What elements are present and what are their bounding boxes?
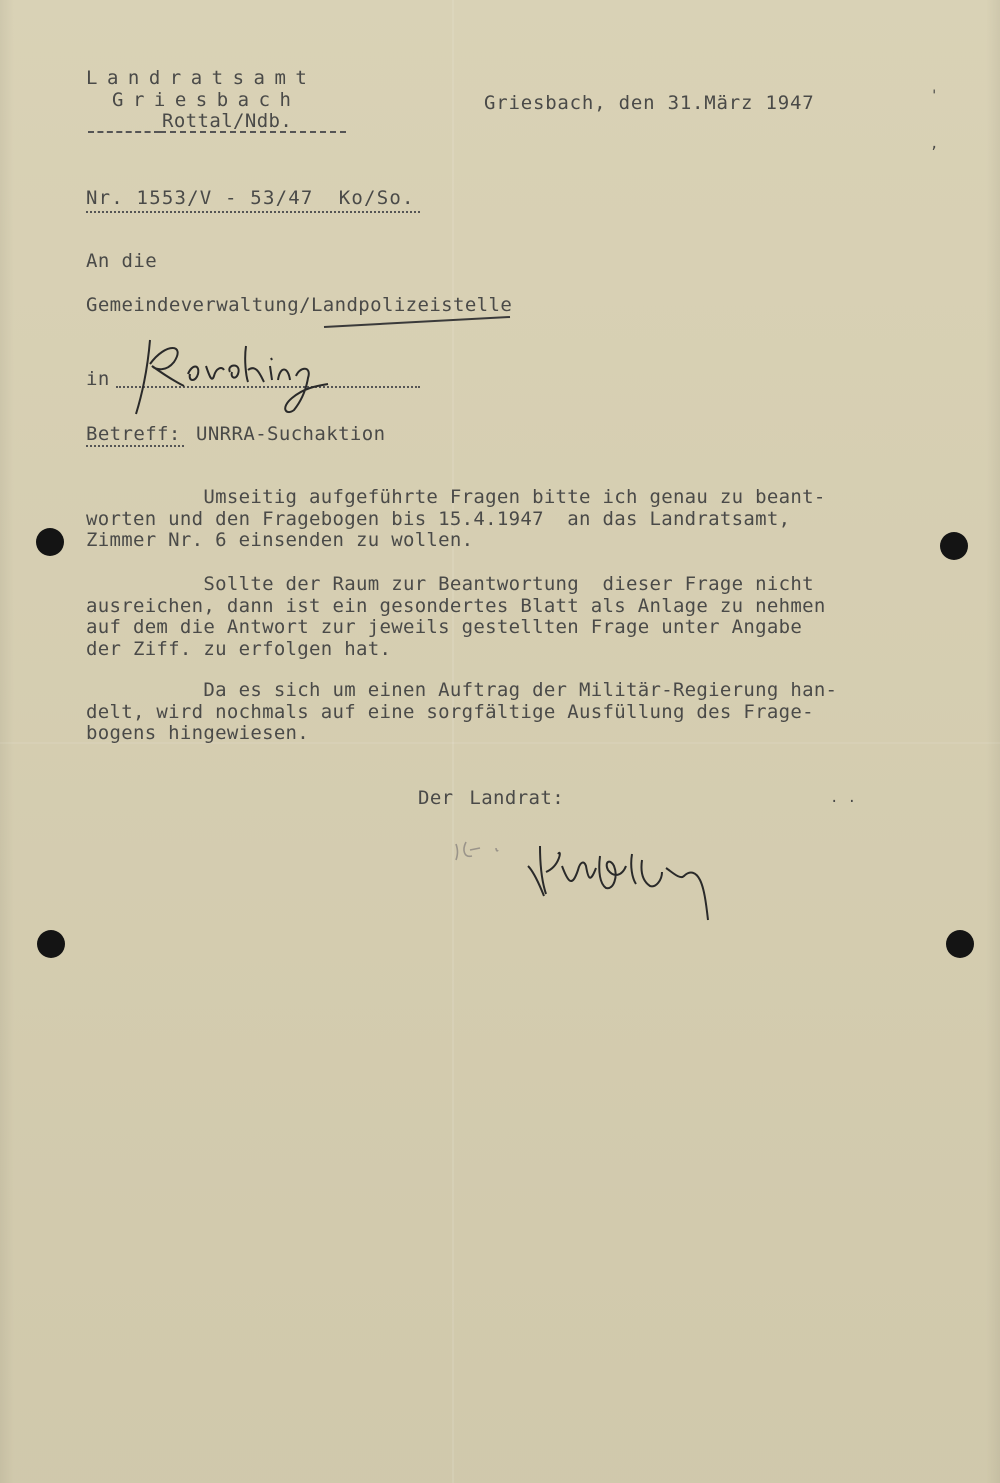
stray-mark: . . bbox=[830, 790, 857, 806]
letterhead-underline bbox=[160, 131, 346, 133]
signature bbox=[450, 826, 720, 926]
subject-text: UNRRA-Suchaktion bbox=[196, 423, 386, 445]
recipient-underline-stroke bbox=[322, 314, 512, 334]
punch-hole bbox=[36, 528, 64, 556]
recipient-office: Gemeindeverwaltung/Landpolizeistelle bbox=[86, 294, 513, 316]
in-label: in bbox=[86, 368, 110, 390]
body-paragraph-3: Da es sich um einen Auftrag der Militär-Regierung han- delt, wird nochmals auf eine sorgfältige Ausfüllung des Frage- bogens hingewiesen. bbox=[86, 679, 838, 744]
place-handwritten bbox=[126, 336, 342, 418]
punch-hole bbox=[37, 930, 65, 958]
closing-title: Der Landrat: bbox=[418, 787, 565, 809]
stray-mark: , bbox=[930, 136, 939, 152]
date-line: Griesbach, den 31.März 1947 bbox=[484, 92, 815, 114]
reference-number: Nr. 1553/V - 53/47 Ko/So. bbox=[86, 187, 415, 209]
stray-mark: ' bbox=[930, 88, 939, 104]
punch-hole bbox=[946, 930, 974, 958]
body-paragraph-1: Umseitig aufgeführte Fragen bitte ich genau zu beant- worten und den Fragebogen bis 15.4.1947 an das Landratsamt, Zimmer Nr. 6 einsenden zu wollen. bbox=[86, 486, 826, 551]
punch-hole bbox=[940, 532, 968, 560]
letterhead-dashes bbox=[88, 131, 160, 133]
subject-label: Betreff: bbox=[86, 423, 181, 445]
subject-label-underline bbox=[86, 445, 184, 447]
letterhead-town: Griesbach bbox=[112, 89, 301, 111]
salutation: An die bbox=[86, 250, 158, 272]
reference-underline bbox=[86, 211, 420, 213]
letterhead-office: Landratsamt bbox=[86, 67, 317, 89]
body-paragraph-2: Sollte der Raum zur Beantwortung dieser Frage nicht ausreichen, dann ist ein gesondertes Blatt als Anlage zu nehmen auf dem die Antwort zur jeweils gestellten Frage unter Angabe der Ziff. zu erfolgen hat. bbox=[86, 573, 826, 660]
letterhead-district: Rottal/Ndb. bbox=[162, 110, 293, 132]
